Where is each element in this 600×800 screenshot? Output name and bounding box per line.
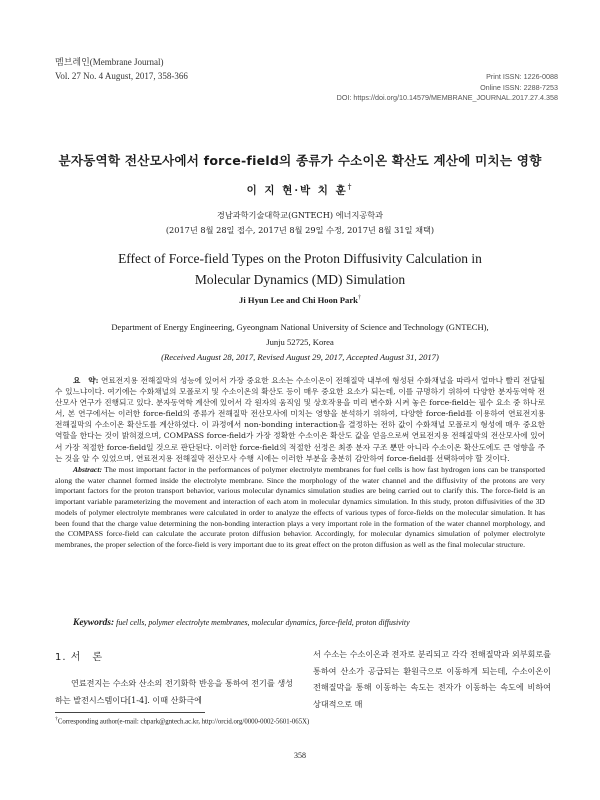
page-number: 358 xyxy=(294,751,306,760)
footnote-divider xyxy=(55,712,205,713)
section-heading-introduction: 1. 서 론 xyxy=(55,652,104,663)
title-english-line2: Molecular Dynamics (MD) Simulation xyxy=(194,272,406,287)
authors-korean xyxy=(0,182,600,198)
journal-name: 멤브레인(Membrane Journal) xyxy=(55,57,164,67)
authors-english-names: Ji Hyun Lee and Chi Hoon Park xyxy=(239,295,358,305)
abstract-korean-label: 요 약: xyxy=(73,376,99,385)
abstract-english xyxy=(55,465,545,551)
title-english-line1: Effect of Force-field Types on the Proton Diffusivity Calculation in xyxy=(118,251,482,266)
keywords xyxy=(55,618,545,628)
dates-korean: (2017년 8월 28일 접수, 2017년 8월 29일 수정, 2017년 8월 31일 채택) xyxy=(165,225,435,235)
affiliation-korean-text: 경남과학기술대학교(GNTECH) 에너지공학과 xyxy=(216,210,384,220)
authors-korean-names: 이 지 현·박 치 훈 xyxy=(246,184,348,197)
keywords-label: Keywords: xyxy=(73,618,115,628)
title-korean: 분자동역학 전산모사에서 force-field의 종류가 수소이온 확산도 계산에 미치는 영향 xyxy=(58,153,542,168)
keywords-text: fuel cells, polymer electrolyte membranes, molecular dynamics, force-field, proton diffusivity xyxy=(116,618,410,627)
online-issn: Online ISSN: 2288-7253 xyxy=(480,82,558,92)
footnote-mark: † xyxy=(55,716,58,722)
title-english xyxy=(0,248,600,290)
journal-volume: Vol. 27 No. 4 August, 2017, 358-366 xyxy=(55,71,188,81)
corresponding-mark: † xyxy=(347,182,354,191)
body-column-right: 서 수소는 수소이온과 전자로 분리되고 각각 전해질막과 외부회로를 통하여 산소가 공급되는 환원극으로 이동하게 되는데, 수소이온이 전해질막을 통해 이동하는 속도는 전자가 이동하는 속도에 비하여 상대적으로 매 xyxy=(313,649,551,709)
body-column-left xyxy=(55,648,293,708)
affiliation-english xyxy=(0,320,600,365)
abstract-korean-text: 연료전지용 전해질막의 성능에 있어서 가장 중요한 요소는 수소이온이 전해질막 내부에 형성된 수화채널을 따라서 얼마나 빨리 전달될 수 있느냐이다. 여기에는 수화채널의 모폴로지 및 수소이온의 확산도 등이 매우 중요한 요소가 되는데, 이를 규명하기 위하여 다양한 분자동역학 전산모사 연구가 진행되고 있다. 분자동역학 계산에 있어서 각 원자의 움직임 및 상호작용을 미리 변수화 시켜 놓은 force-field는 필수 요소 중 하나로서, 본 연구에서는 이러한 force-field의 종류가 전해질막 전산모사에 미치는 영향을 분석하기 위하여, 다양한 force-field를 이용하여 연료전지용 전해질막의 수소이온 확산도를 계산하였다. 이 과정에서 non-bonding interaction을 결정하는 전하 값이 수화채널 모폴로지 형성에 매우 중요한 역할을 한다는 것이 밝혀졌으며, COMPASS force-field가 가장 정확한 수소이온 확산도 값을 얻음으로써 연료전지용 전해질막의 전산모사에 있어서 가장 적절한 force-field일 것으로 판단된다. 이러한 force-field의 적절한 선정은 최종 분자 구조 뿐만 아니라 수소이온 확산도에도 큰 영향을 주는 것을 알 수 있었으며, 연료전지용 전해질막 전산모사 수행 시에는 이러한 부분을 충분히 감안하여 force-field를 선택하여야 할 것이다. xyxy=(55,376,545,463)
journal-header xyxy=(55,55,188,83)
print-issn: Print ISSN: 1226-0088 xyxy=(486,72,558,81)
abstract-english-label: Abstract: xyxy=(73,465,103,474)
body-paragraph: 연료전지는 수소와 산소의 전기화학 반응을 통하여 전기를 생성하는 발전시스템이다[1-4]. 이때 산화극에 xyxy=(55,678,293,705)
abstract-korean xyxy=(55,375,545,464)
footnote xyxy=(55,716,309,725)
issn-block xyxy=(337,72,558,104)
doi: DOI: https://doi.org/10.14579/MEMBRANE_JOURNAL.2017.27.4.358 xyxy=(336,93,558,102)
affiliation-korean xyxy=(0,208,600,238)
authors-english xyxy=(0,295,600,305)
corresponding-mark-en: † xyxy=(357,295,361,302)
affiliation-english-line1: Department of Energy Engineering, Gyeongnam National University of Science and Technology (GNTECH), xyxy=(111,322,489,332)
dates-english: (Received August 28, 2017, Revised August 29, 2017, Accepted August 31, 2017) xyxy=(161,352,439,362)
abstract-english-text: The most important factor in the performances of polymer electrolyte membranes for fuel cells is how fast hydrogen ions can be transported along the water channel formed inside the electrolyte membrane. Since the morphology of the water channel and the diffusivity of the protons are very important factors for the proton transport behavior, various molecular dynamics simulation studies are being carried out to clarify this. The force-field is an important variable parameterizing the movement and interaction of each atom in molecular dynamics simulation. In this study, proton diffusivities of the 3D models of polymer electrolyte membranes were calculated in order to analyze the effects of various types of force-fields on the molecular simulation. It has been found that the charge value determining the non-bonding interaction plays a very important role in the formation of the water channel morphology, and the COMPASS force-field can calculate the accurate proton diffusion behavior. Accordingly, for molecular dynamics simulation of polymer electrolyte membranes, the proper selection of the force-field is very important due to its great effect on the proton diffusion as well as the final molecular structure. xyxy=(55,465,545,549)
footnote-text: Corresponding author(e-mail: chpark@gntech.ac.kr, http://orcid.org/0000-0002-5601-065X) xyxy=(57,718,310,726)
affiliation-english-line2: Junju 52725, Korea xyxy=(266,337,334,347)
